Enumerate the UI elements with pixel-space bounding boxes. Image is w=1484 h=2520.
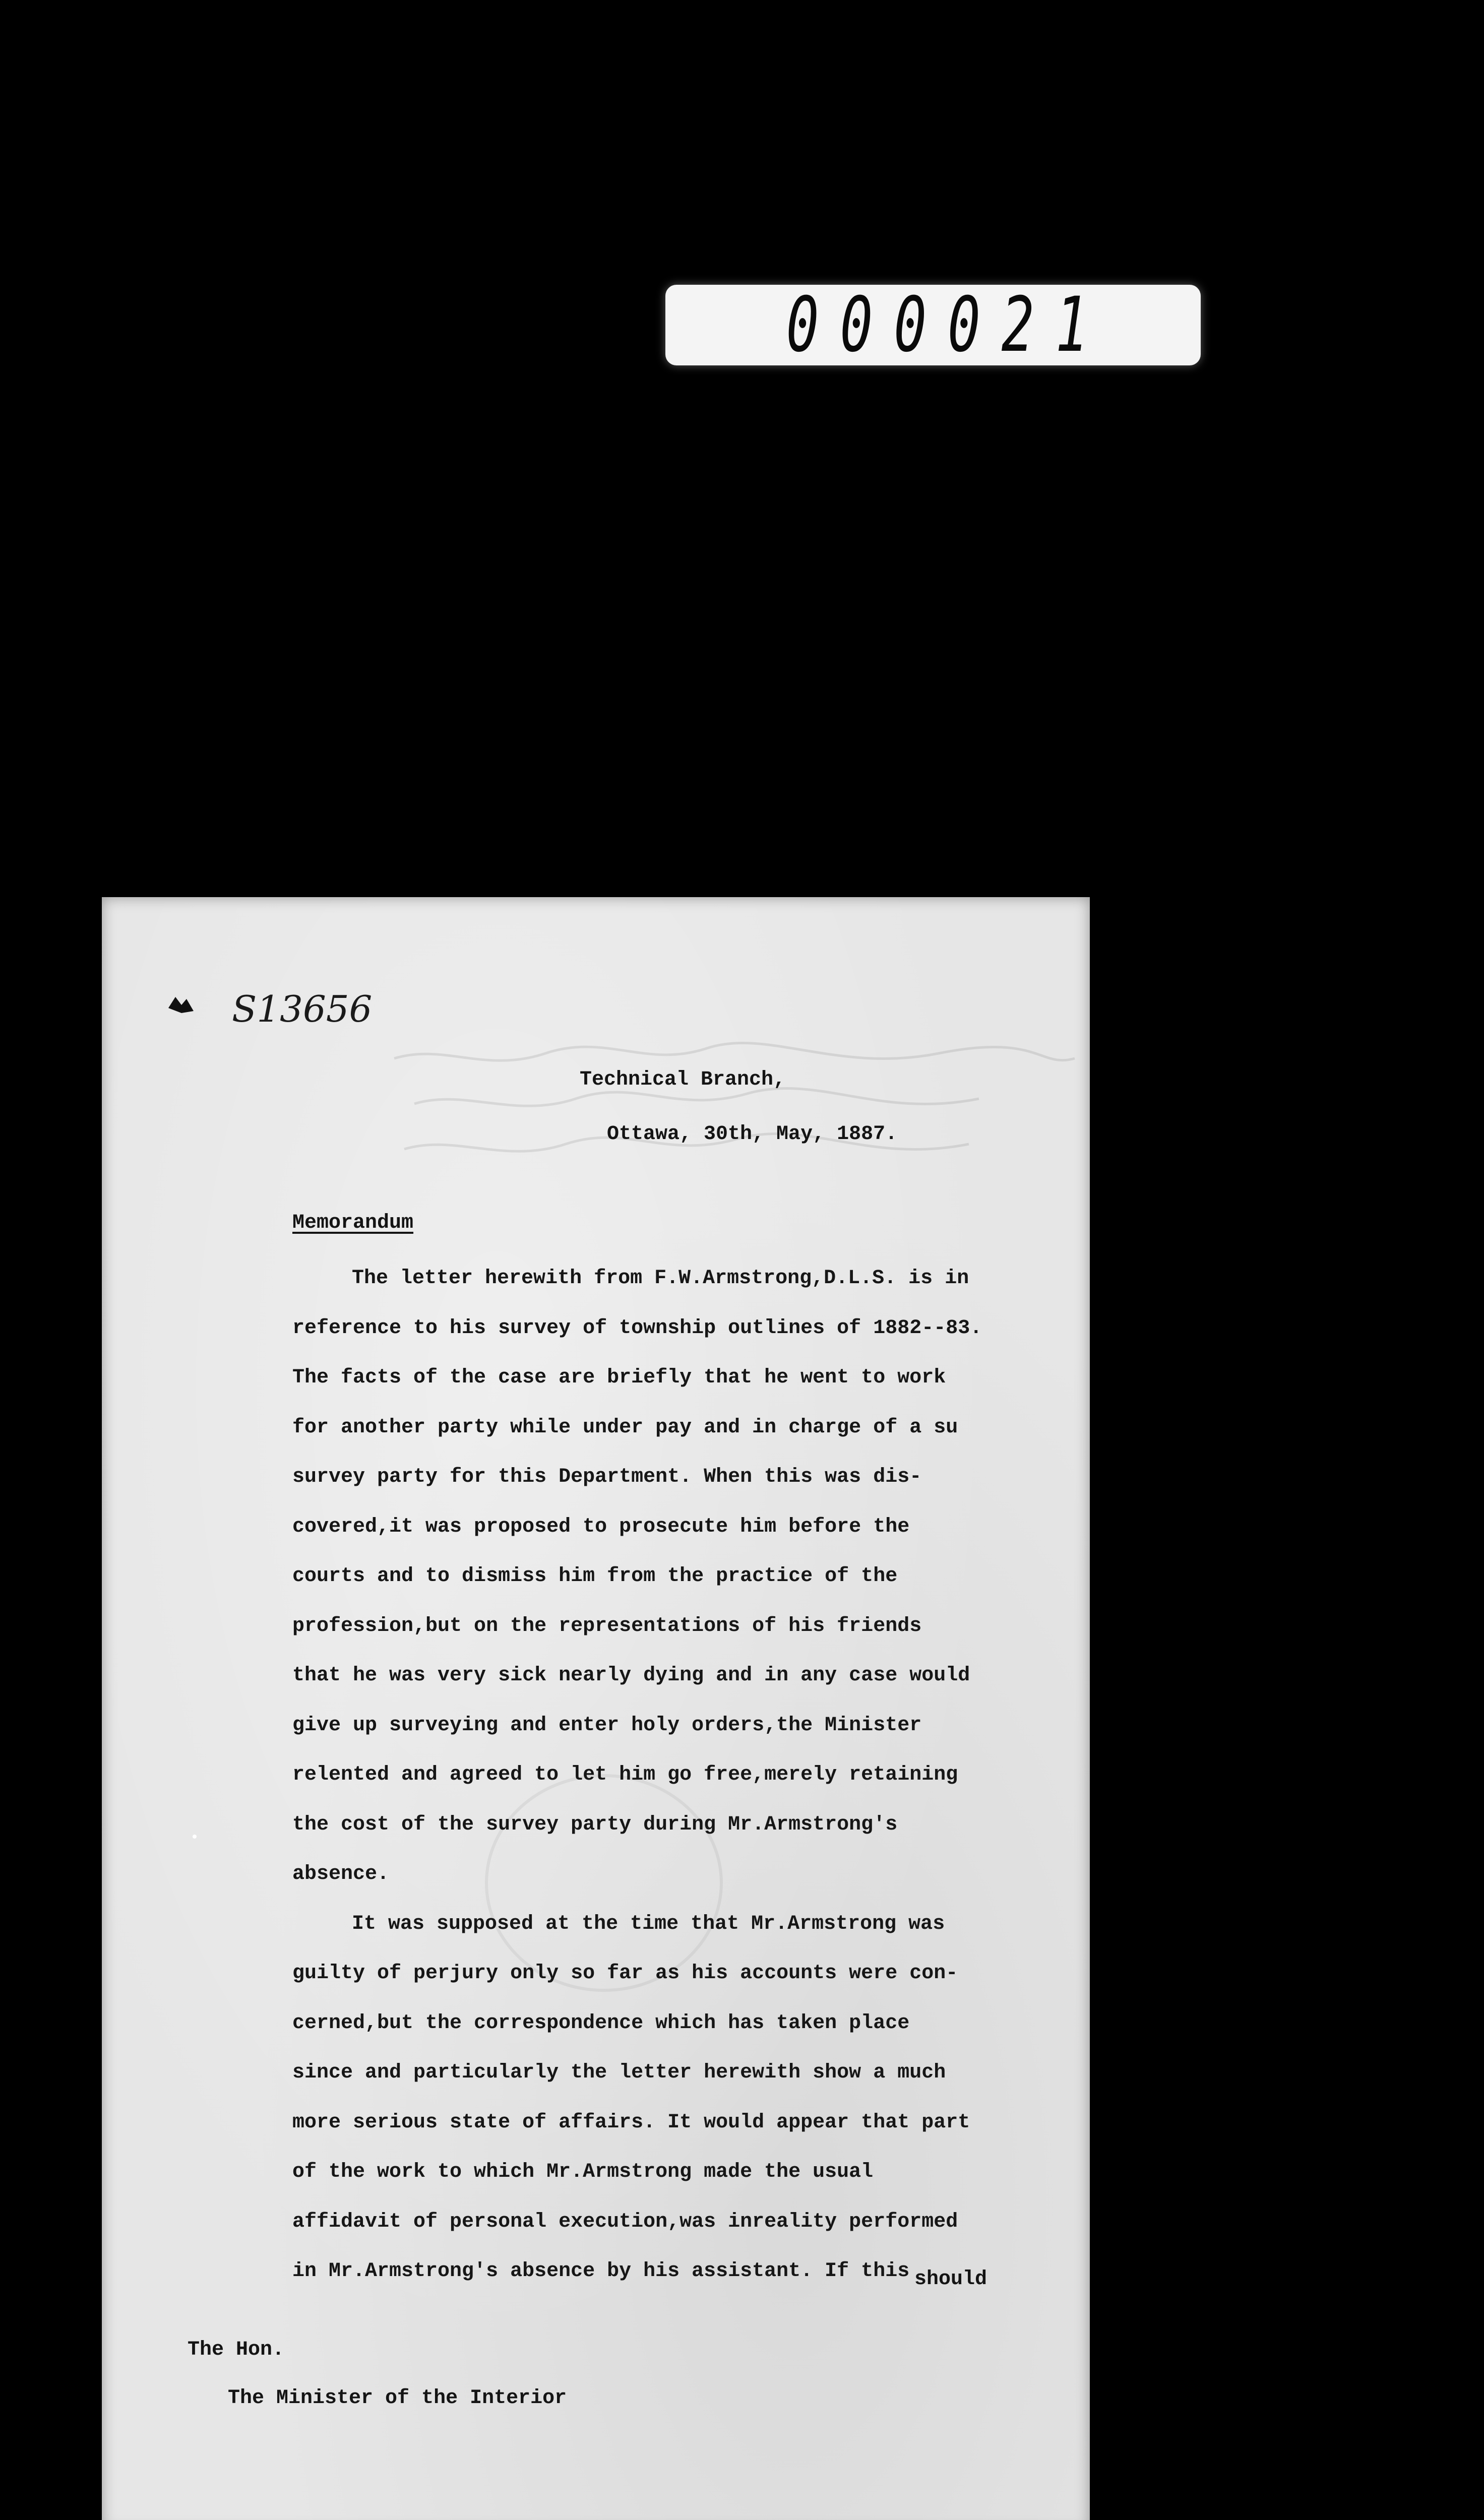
body-line: courts and to dismiss him from the practice of the <box>292 1565 898 1588</box>
body-line: absence. <box>292 1863 390 1885</box>
body-line: It was supposed at the time that Mr.Armstrong was <box>352 1912 945 1935</box>
body-line: since and particularly the letter herewith show a much <box>292 2061 946 2084</box>
body-line: of the work to which Mr.Armstrong made the usual <box>292 2161 874 2183</box>
body-line: give up surveying and enter holy orders,the Minister <box>292 1714 922 1737</box>
page-continuation-word: should <box>914 2268 987 2291</box>
body-line: cerned,but the correspondence which has taken place <box>292 2011 910 2035</box>
body-line: that he was very sick nearly dying and in any case would <box>292 1664 970 1687</box>
body-line: guilty of perjury only so far as his accounts were con- <box>292 1962 958 1985</box>
handwritten-file-number: S13656 <box>232 988 373 1030</box>
body-line: The letter herewith from F.W.Armstrong,D.L.S. is in <box>352 1267 969 1290</box>
handwritten-mark-icon <box>166 993 196 1015</box>
body-line: The facts of the case are briefly that he went to work <box>292 1366 946 1389</box>
memo-body <box>292 1254 1048 2297</box>
document-page <box>102 897 1090 2520</box>
branch-line: Technical Branch, <box>580 1068 786 1091</box>
body-line: relented and agreed to let him go free,merely retaining <box>292 1763 958 1786</box>
body-line: profession,but on the representations of his friends <box>292 1614 922 1637</box>
film-speck <box>193 1835 197 1839</box>
addressee-line-1: The Hon. <box>188 2339 285 2361</box>
frame-number: 000021 <box>786 281 1109 369</box>
bleed-through-handwriting <box>384 1038 1080 1169</box>
body-line: survey party for this Department. When this was dis- <box>292 1466 922 1488</box>
body-line: for another party while under pay and in charge of a su <box>292 1416 958 1439</box>
body-line: covered,it was proposed to prosecute him before the <box>292 1515 910 1538</box>
body-line: more serious state of affairs. It would appear that part <box>292 2111 970 2134</box>
body-line: the cost of the survey party during Mr.Armstrong's <box>292 1813 898 1836</box>
body-line: in Mr.Armstrong's absence by his assistant. If this <box>292 2260 910 2283</box>
addressee-line-2: The Minister of the Interior <box>228 2387 567 2410</box>
body-line: affidavit of personal execution,was inreality performed <box>292 2210 958 2233</box>
memo-heading: Memorandum <box>292 1212 414 1234</box>
frame-number-strip <box>665 281 1201 369</box>
body-line: reference to his survey of township outlines of 1882--83. <box>292 1316 982 1340</box>
date-line: Ottawa, 30th, May, 1887. <box>607 1123 898 1146</box>
